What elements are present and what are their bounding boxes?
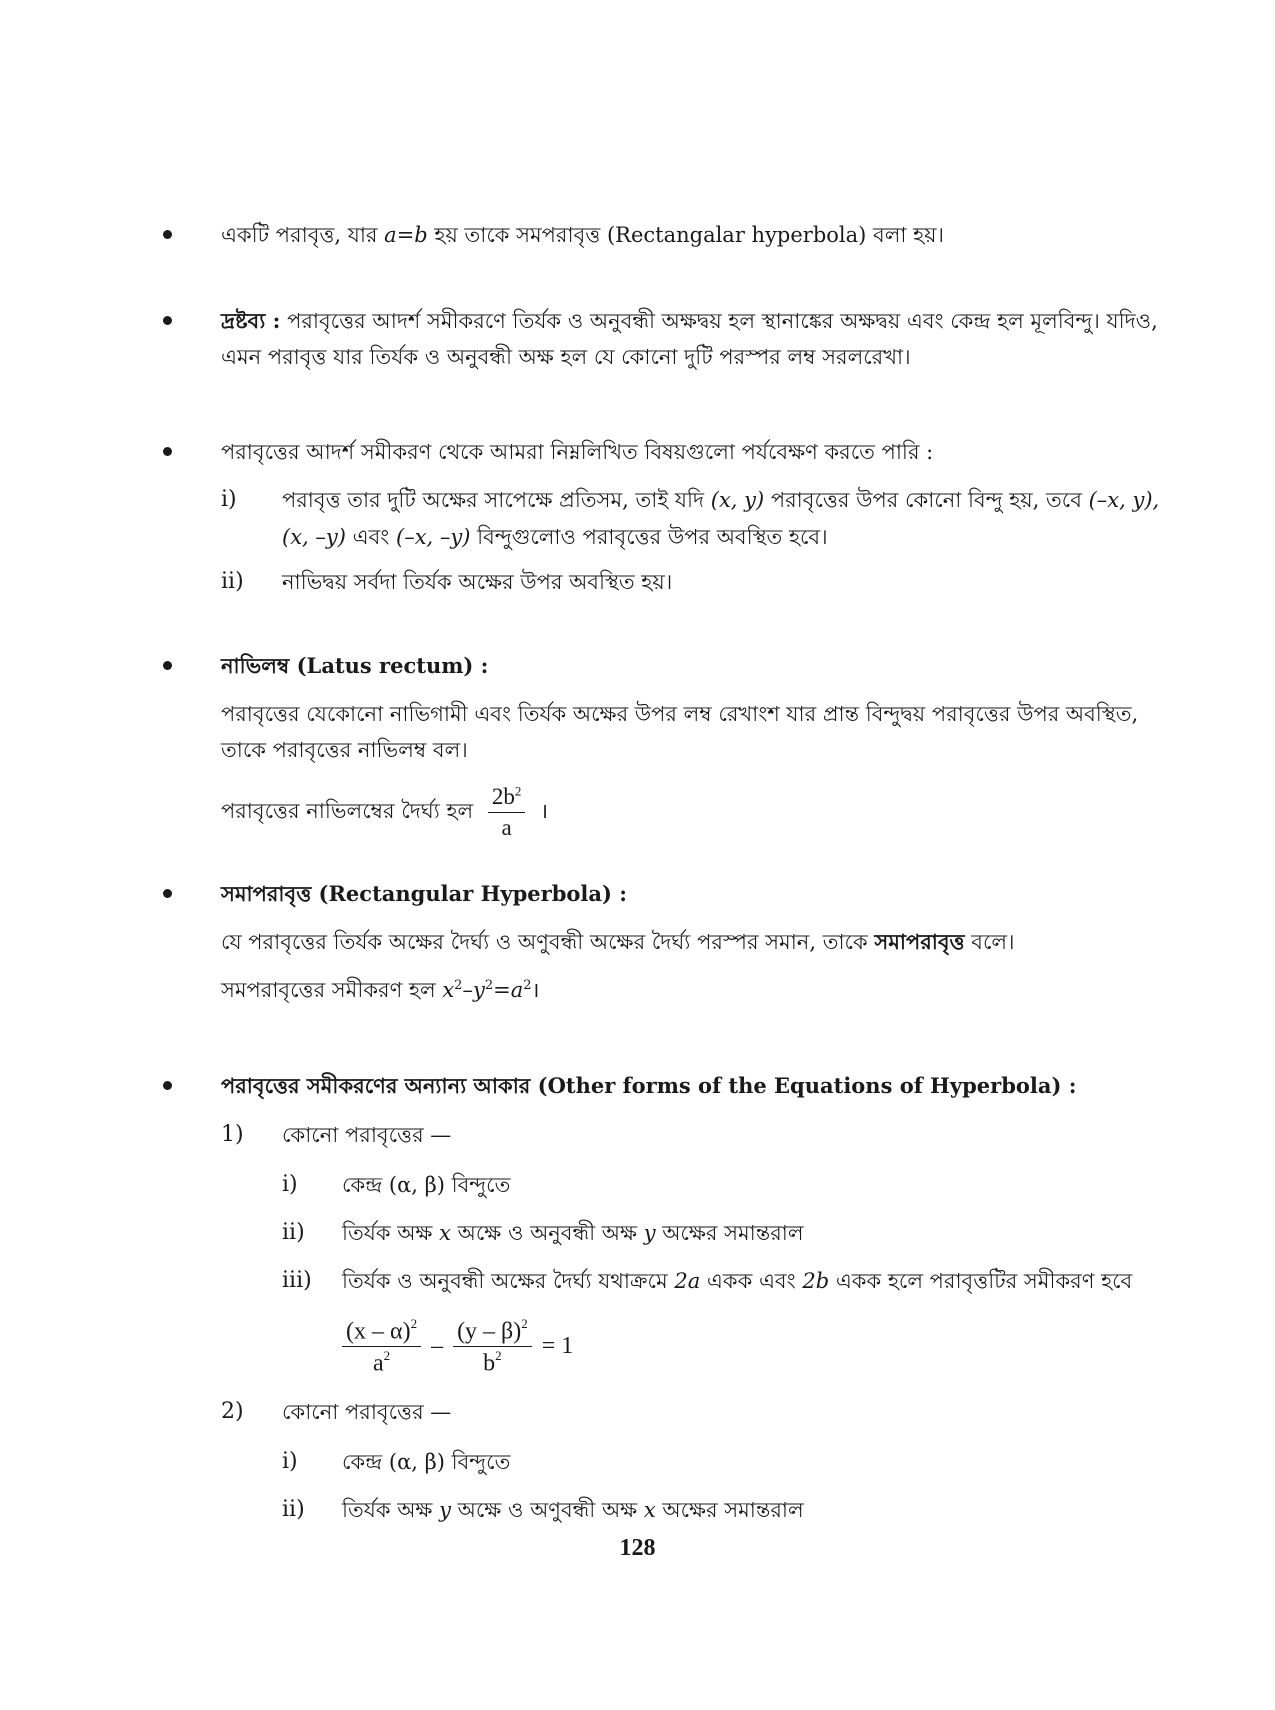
rectangular-hyperbola-line-1: যে পরাবৃত্তের তির্যক অক্ষের দৈর্ঘ্য ও অণুবন্ধী অক্ষের দৈর্ঘ্য পরস্পর সমান, তাকে সমাপরাবৃত্ত বলে।	[221, 929, 1015, 954]
other-forms-heading: পরাবৃত্তের সমীকরণের অন্যান্য আকার (Other forms of the Equations of Hyperbola) :	[221, 1073, 1077, 1098]
observation-i-line-2: (x, –y) এবং (–x, –y) বিন্দুগুলোও পরাবৃত্তের উপর অবস্থিত হবে।	[282, 525, 828, 549]
latus-rectum-length: পরাবৃত্তের নাভিলম্বের দৈর্ঘ্য হল $\frac{2b^2}{a}$ ।	[221, 775, 548, 847]
form-1-ii-text: তির্যক অক্ষ x অক্ষে ও অনুবন্ধী অক্ষ y অক্ষের সমান্তরাল	[342, 1221, 804, 1245]
rectangular-hyperbola-heading: সমাপরাবৃত্ত (Rectangular Hyperbola) :	[221, 881, 627, 906]
latus-rectum-line-1: পরাবৃত্তের যেকোনো নাভিগামী এবং তির্যক অক্ষের উপর লম্ব রেখাংশ যার প্রান্ত বিন্দুদ্বয় পরাবৃত্তের উপর অবস্থিত,	[221, 702, 1139, 726]
bullet-2	[163, 316, 172, 325]
observations-intro: পরাবৃত্তের আদর্শ সমীকরণ থেকে আমরা নিম্নলিখিত বিষয়গুলো পর্যবেক্ষণ করতে পারি :	[221, 440, 934, 464]
bullet-6	[163, 1081, 172, 1090]
note-label: দ্রষ্টব্য :	[221, 308, 281, 333]
form-2-text: কোনো পরাবৃত্তের —	[282, 1400, 452, 1424]
rectangular-definition-line: একটি পরাবৃত্ত, যার a=b হয় তাকে সমপরাবৃত্ত (Rectangalar hyperbola) বলা হয়।	[221, 223, 945, 247]
form-1-iii-number: iii)	[282, 1268, 312, 1293]
form-2-i-text: কেন্দ্র (α, β) বিন্দুতে	[342, 1450, 511, 1474]
form-1-ii-number: ii)	[282, 1220, 305, 1245]
note-line-1: দ্রষ্টব্য : পরাবৃত্তের আদর্শ সমীকরণে তির্যক ও অনুবন্ধী অক্ষদ্বয় হল স্থানাঙ্কের অক্ষদ্বয় এবং কেন্দ্র হল মূলবিন্দু। যদিও,	[221, 308, 1158, 333]
equation-fraction-y: $\frac{(y - \beta)^2}{b^2}$	[453, 1315, 532, 1379]
form-2-number: 2)	[221, 1399, 244, 1424]
form-1-iii-text: তির্যক ও অনুবন্ধী অক্ষের দৈর্ঘ্য যথাক্রমে 2a একক এবং 2b একক হলে পরাবৃত্তটির সমীকরণ হবে	[342, 1269, 1133, 1293]
form-1-i-number: i)	[282, 1172, 298, 1197]
form-2-ii-text: তির্যক অক্ষ y অক্ষে ও অণুবন্ধী অক্ষ x অক্ষের সমান্তরাল	[342, 1498, 804, 1522]
form-2-ii-number: ii)	[282, 1497, 305, 1522]
form-2-i-number: i)	[282, 1449, 298, 1474]
note-line-2: এমন পরাবৃত্ত যার তির্যক ও অনুবন্ধী অক্ষ হল যে কোনো দুটি পরস্পর লম্ব সরলরেখা।	[221, 345, 911, 369]
latus-rectum-fraction: $\frac{2b^2}{a}$	[488, 782, 526, 843]
rectangular-hyperbola-equation-line: সমপরাবৃত্তের সমীকরণ হল $x^2-y^2=a^2।$	[221, 978, 540, 1002]
equation-fraction-x: $\frac{(x - \alpha)^2}{a^2}$	[342, 1315, 421, 1379]
bullet-3	[163, 447, 172, 456]
form-1-number: 1)	[221, 1122, 244, 1147]
bullet-1	[163, 230, 172, 239]
hyperbola-shifted-equation: $\frac{(x - \alpha)^2}{a^2}$ – $\frac{(y - \beta)^2}{b^2}$ = 1	[342, 1315, 573, 1379]
observation-ii-number: ii)	[221, 569, 244, 594]
page-number: 128	[619, 1535, 656, 1561]
observation-i-number: i)	[221, 487, 237, 512]
bullet-4	[163, 661, 172, 670]
latus-rectum-heading: নাভিলম্ব (Latus rectum) :	[221, 653, 489, 678]
form-1-text: কোনো পরাবৃত্তের —	[282, 1123, 452, 1147]
form-1-i-text: কেন্দ্র (α, β) বিন্দুতে	[342, 1173, 511, 1197]
observation-i-line-1: পরাবৃত্ত তার দুটি অক্ষের সাপেক্ষে প্রতিসম, তাই যদি (x, y) পরাবৃত্তের উপর কোনো বিন্দু হয়, তবে (–x, y),	[282, 488, 1160, 512]
observation-ii-text: নাভিদ্বয় সর্বদা তির্যক অক্ষের উপর অবস্থিত হয়।	[282, 570, 673, 594]
bullet-5	[163, 889, 172, 898]
latus-rectum-line-2: তাকে পরাবৃত্তের নাভিলম্ব বল।	[221, 738, 468, 762]
